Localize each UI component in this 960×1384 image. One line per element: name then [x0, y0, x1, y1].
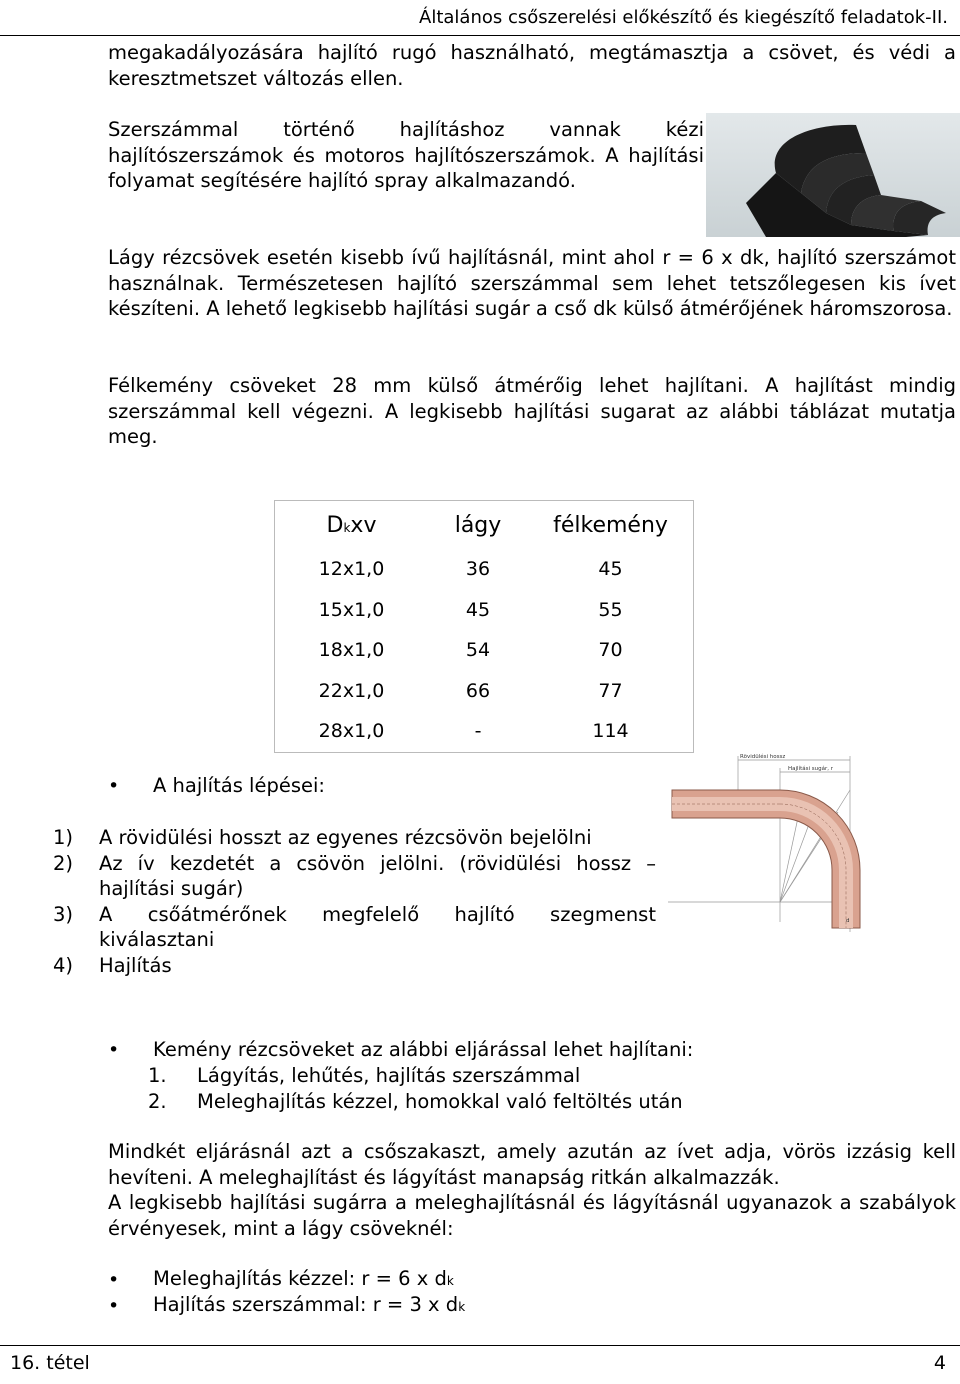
table-cell: 70: [598, 639, 623, 662]
paragraph-2: Szerszámmal történő hajlításhoz vannak kézi hajlítószerszámok és motoros hajlítószerszámok. A hajlítási folyamat segítésére hajlító spray alkalmazandó.: [108, 118, 704, 192]
list-item: 1) A rövidülési hosszt az egyenes rézcsövön bejelölni: [53, 826, 592, 849]
page-number: 4: [933, 1352, 946, 1374]
table-header-row: [275, 501, 694, 550]
bullet-dot: •: [108, 1039, 120, 1061]
bullet-dot: •: [108, 775, 120, 797]
table-cell: 18x1,0: [318, 639, 385, 662]
table-cell: 28x1,0: [318, 720, 385, 743]
table-cell: 36: [465, 558, 491, 581]
list-item: 2. Meleghajlítás kézzel, homokkal való feltöltés után: [148, 1089, 683, 1113]
list-item: 1. Lágyítás, lehűtés, hajlítás szerszámmal: [148, 1064, 581, 1087]
table-row: [275, 671, 694, 712]
paragraph-6: A legkisebb hajlítási sugárra a meleghajlításnál és lágyításnál ugyanazok a szabályok érvényesek, mint a lágy csöveknél:: [108, 1191, 956, 1240]
steps-bullet-title: A hajlítás lépései:: [153, 774, 325, 797]
hard-methods-list: [148, 1063, 683, 1114]
paragraph-1: megakadályozására hajlító rugó használható, megtámasztja a csövet, és védi a keresztmetszet változás ellen.: [108, 41, 956, 90]
rule-hot-bending: Meleghajlítás kézzel: r = 6 x dk: [153, 1267, 454, 1290]
table-row: [275, 590, 694, 631]
table-cell: 55: [598, 598, 623, 621]
paragraph-5: Mindkét eljárásnál azt a csőszakaszt, amely azután az ívet adja, vörös izzásig kell hevíteni. A meleghajlítást és lágyítást manapság ritkán alkalmazzák.: [108, 1140, 956, 1189]
bending-segments-illustration: [706, 113, 960, 237]
table-row: [275, 630, 694, 671]
table-cell: -: [474, 720, 482, 743]
page-header: Általános csőszerelési előkészítő és kiegészítő feladatok-II.: [419, 7, 948, 28]
table-cell: 12x1,0: [318, 558, 385, 581]
table-cell: 15x1,0: [318, 598, 385, 621]
bending-tool-image: [706, 113, 960, 237]
bending-diagram: [668, 752, 870, 940]
hard-bullet-title: Kemény rézcsöveket az alábbi eljárással lehet hajlítani:: [153, 1038, 694, 1061]
bullet-dot: •: [108, 1269, 120, 1291]
header-divider: [0, 35, 960, 36]
table-cell: 22x1,0: [318, 679, 385, 702]
rule-tool-bending: Hajlítás szerszámmal: r = 3 x dk: [153, 1293, 466, 1316]
footer-section: 16. tétel: [10, 1352, 90, 1374]
bend-radius-table: [274, 500, 694, 753]
diagram-label-radius: Hajlítási sugár, r: [788, 766, 833, 772]
table-cell: 114: [592, 720, 629, 743]
footer-divider: [0, 1345, 960, 1346]
table-header-soft: lágy: [454, 512, 502, 538]
table-row: [275, 549, 694, 590]
pipe-bend-diagram: [668, 752, 870, 940]
table-cell: 77: [598, 679, 623, 702]
table-cell: 54: [465, 639, 491, 662]
table-row: [275, 711, 694, 752]
table-cell: 66: [465, 679, 491, 702]
list-item: 3) A csőátmérőnek megfelelő hajlító szegmenst kiválasztani: [53, 902, 656, 951]
bullet-dot: •: [108, 1295, 120, 1317]
paragraph-3: Lágy rézcsövek esetén kisebb ívű hajlításnál, mint ahol r = 6 x dk, hajlító szerszámot használnak. Természetesen hajlító szerszámmal sem lehet tetszőlegesen kis ívet készíteni. A lehető legkisebb hajlítási sugár a cső dk külső átmérőjének háromszorosa.: [108, 246, 956, 320]
diagram-label-shortening: Rövidülési hossz: [740, 754, 786, 760]
table-header-halfhard: félkemény: [553, 512, 668, 538]
table-header-dkxv: Dkxv: [326, 512, 377, 538]
list-item: 4) Hajlítás: [53, 953, 172, 977]
paragraph-4: Félkemény csöveket 28 mm külső átmérőig lehet hajlítani. A hajlítást mindig szerszámmal kell végezni. A legkisebb hajlítási sugarat az alábbi táblázat mutatja meg.: [108, 374, 956, 448]
list-item: 2) Az ív kezdetét a csövön jelölni. (rövidülési hossz – hajlítási sugár): [53, 851, 656, 900]
diagram-label-dk: d: [846, 918, 850, 924]
steps-list: [53, 825, 656, 978]
table-cell: 45: [598, 558, 623, 581]
table-cell: 45: [465, 598, 491, 621]
